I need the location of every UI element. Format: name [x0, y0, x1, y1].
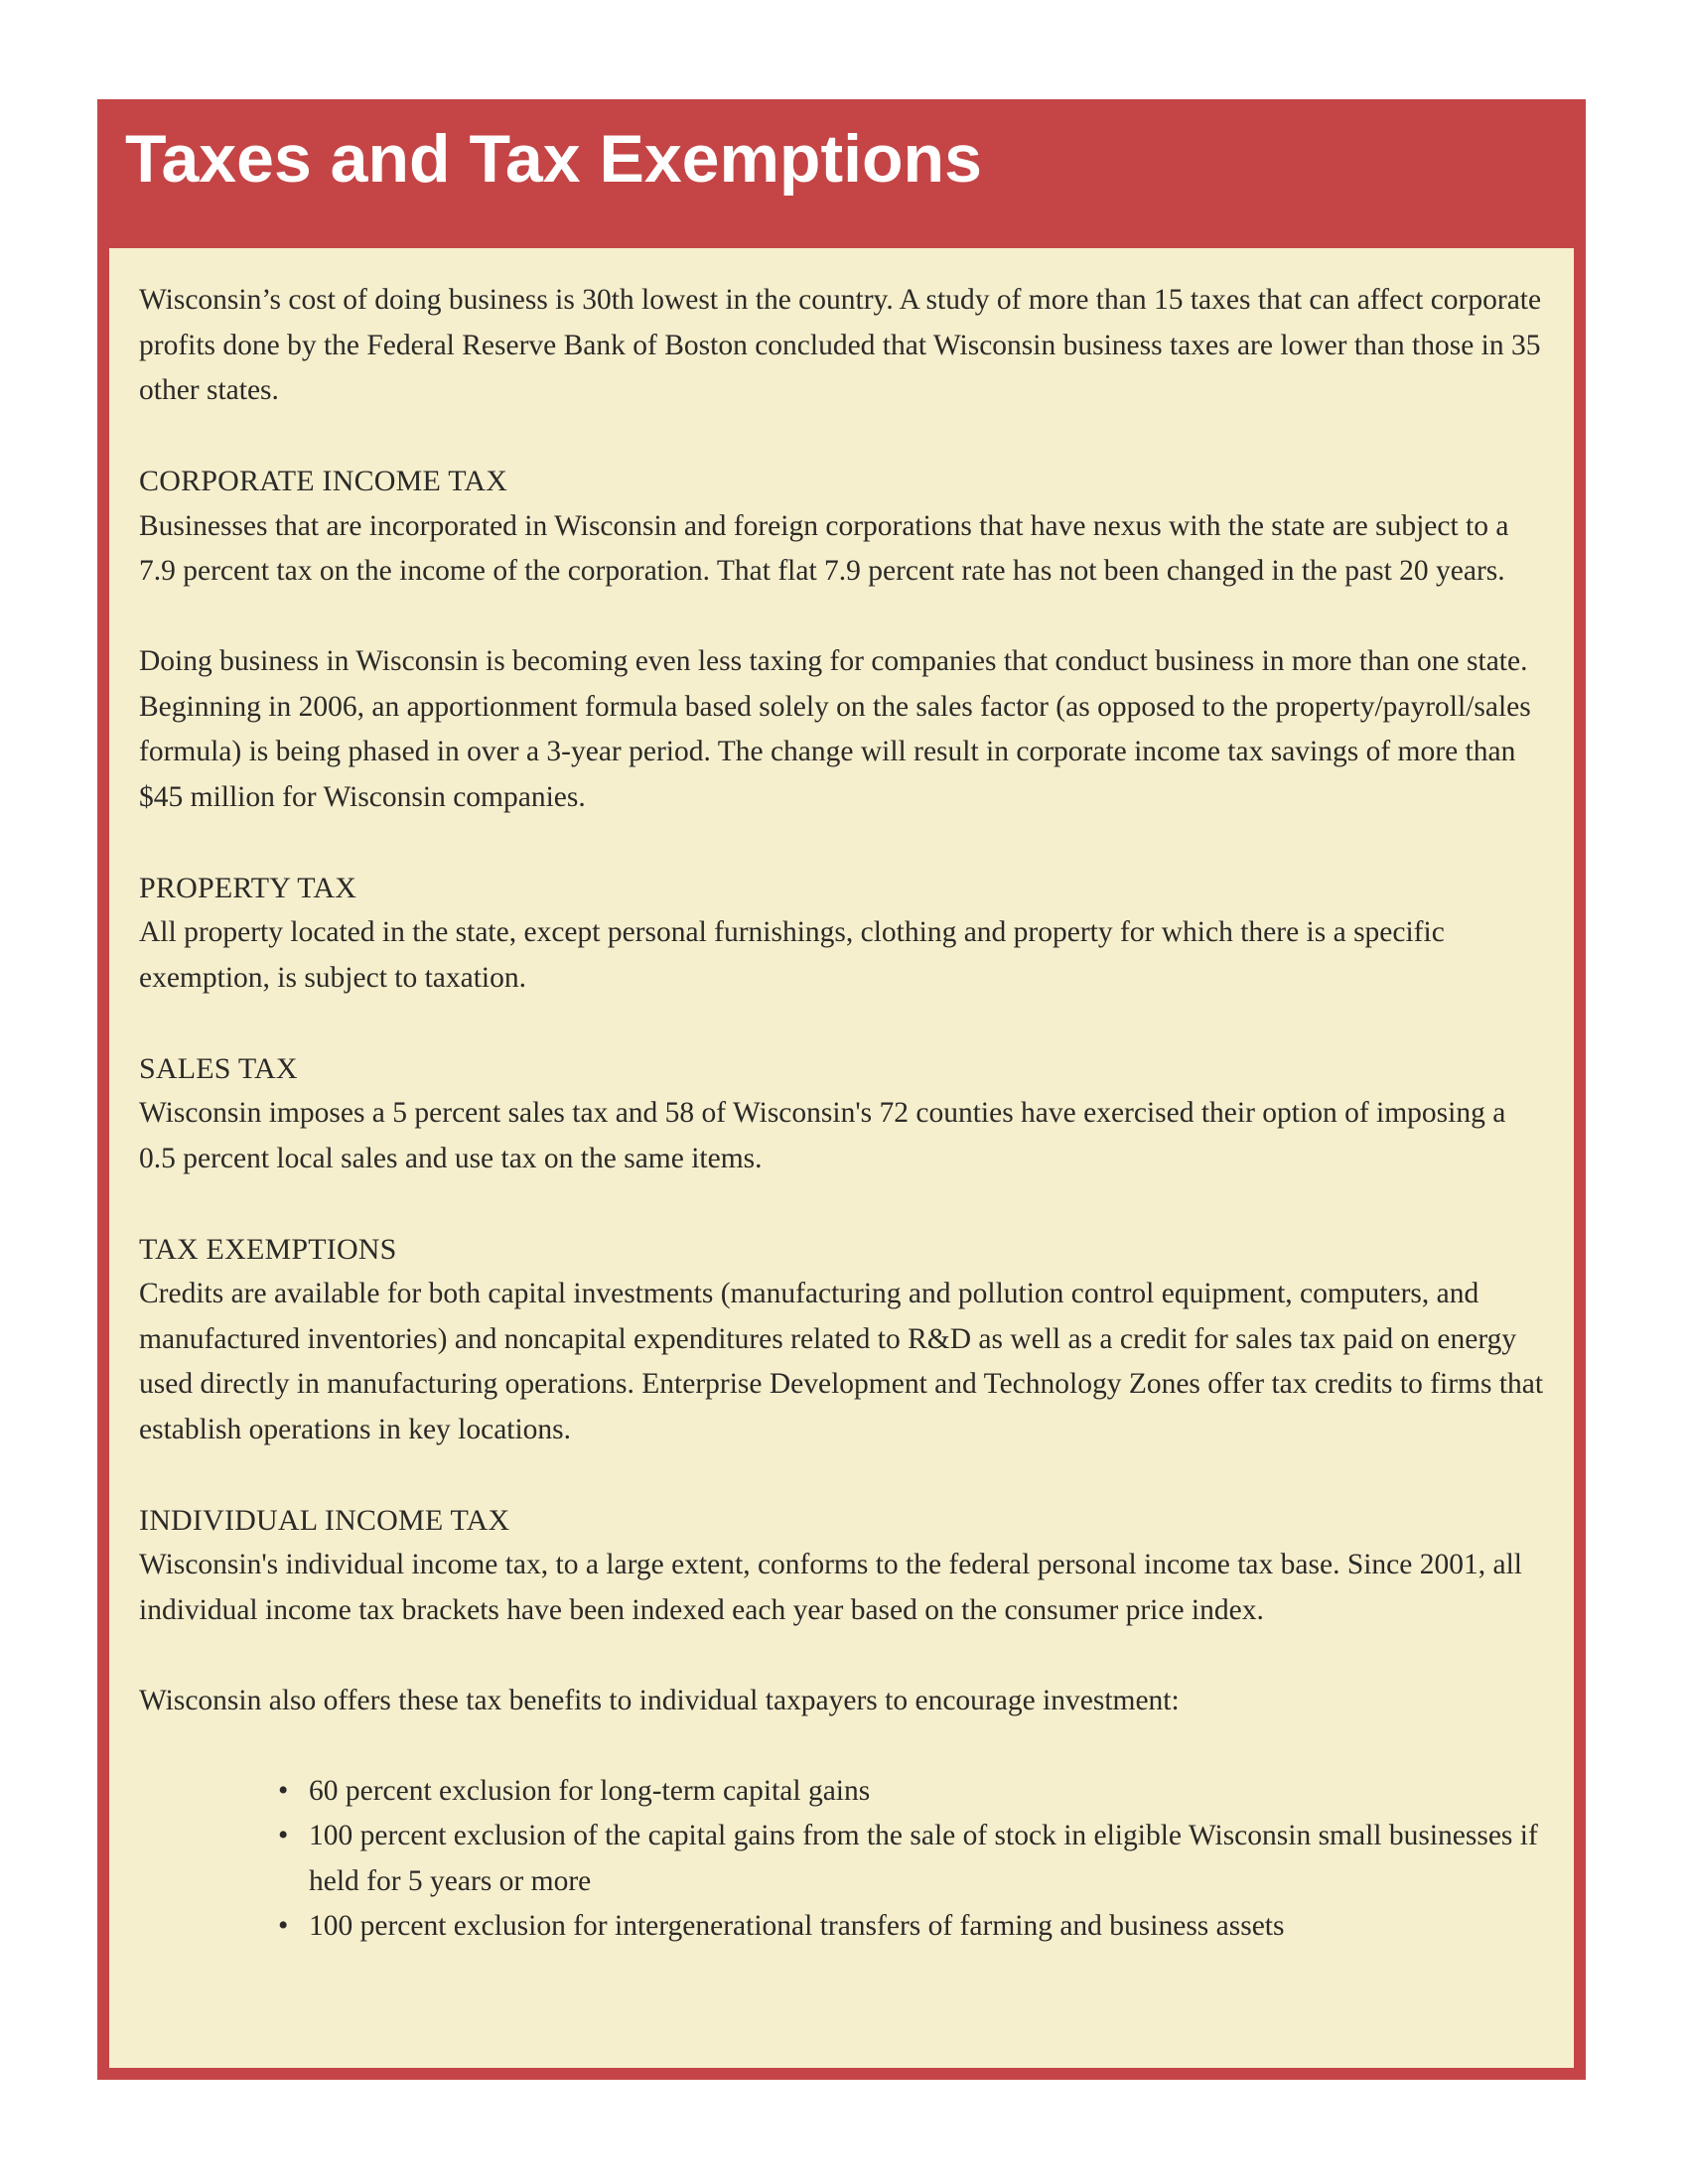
section-heading: TAX EXEMPTIONS — [139, 1232, 397, 1266]
list-item — [278, 1769, 1544, 1815]
list-item-text: 100 percent exclusion of the capital gains from the sale of stock in eligible Wisconsin small businesses if held for 5 years or more — [309, 1820, 1538, 1897]
list-item-text: 100 percent exclusion for intergenerational transfers of farming and business assets — [309, 1910, 1285, 1942]
section-property-tax — [139, 866, 1544, 1002]
benefits-intro: Wisconsin also offers these tax benefits to individual taxpayers to encourage investment: — [139, 1684, 1180, 1716]
bullet-icon: • — [278, 1820, 289, 1851]
section-paragraph: Credits are available for both capital investments (manufacturing and pollution control equipment, computers, and manufactured inventories) and noncapital expenditures related to R&D as well as a credit for sales tax paid on energy used directly in manufacturing operations. Enterprise Development and Technology Zones offer tax credits to firms that establish operations in key locations. — [139, 1278, 1544, 1445]
section-tax-exemptions — [139, 1227, 1544, 1453]
section-heading: INDIVIDUAL INCOME TAX — [139, 1503, 510, 1537]
benefits-list — [139, 1769, 1544, 1950]
section-paragraph: Wisconsin imposes a 5 percent sales tax and 58 of Wisconsin's 72 counties have exercised their option of imposing a 0.5 percent local sales and use tax on the same items. — [139, 1097, 1506, 1174]
content-panel — [109, 248, 1574, 2068]
section-corporate-income-tax — [139, 459, 1544, 595]
list-item — [278, 1814, 1544, 1904]
section-heading: CORPORATE INCOME TAX — [139, 465, 508, 497]
section-paragraph: Businesses that are incorporated in Wisconsin and foreign corporations that have nexus with the state are subject to a 7.9 percent tax on the income of the corporation. That flat 7.9 percent rate has not been changed in the past 20 years. — [139, 509, 1509, 587]
section-individual-income-tax — [139, 1498, 1544, 1634]
section-sales-tax — [139, 1046, 1544, 1182]
list-item-text: 60 percent exclusion for long-term capital gains — [309, 1774, 871, 1807]
list-item — [278, 1904, 1544, 1950]
section-paragraph: Doing business in Wisconsin is becoming even less taxing for companies that conduct business in more than one state. Beginning in 2006, an apportionment formula based solely on the sales factor (as opposed to the property/payroll/sales formula) is being phased in over a 3-year period. The change will result in corporate income tax savings of more than $45 million for Wisconsin companies. — [139, 645, 1531, 813]
section-heading: PROPERTY TAX — [139, 871, 357, 904]
bullet-icon: • — [278, 1774, 289, 1807]
page-title: Taxes and Tax Exemptions — [125, 121, 982, 197]
section-paragraph: Wisconsin's individual income tax, to a large extent, conforms to the federal personal income tax base. Since 2001, all individual income tax brackets have been indexed each year based on the consumer price index. — [139, 1549, 1522, 1626]
bullet-icon: • — [278, 1910, 289, 1942]
section-paragraph: All property located in the state, except personal furnishings, clothing and property for which there is a specific exemption, is subject to taxation. — [139, 916, 1445, 994]
intro-paragraph: Wisconsin’s cost of doing business is 30th lowest in the country. A study of more than 15 taxes that can affect corporate profits done by the Federal Reserve Bank of Boston concluded that Wisconsin business taxes are lower than those in 35 other states. — [139, 284, 1542, 406]
section-heading: SALES TAX — [139, 1051, 298, 1085]
content-frame — [97, 99, 1586, 2080]
